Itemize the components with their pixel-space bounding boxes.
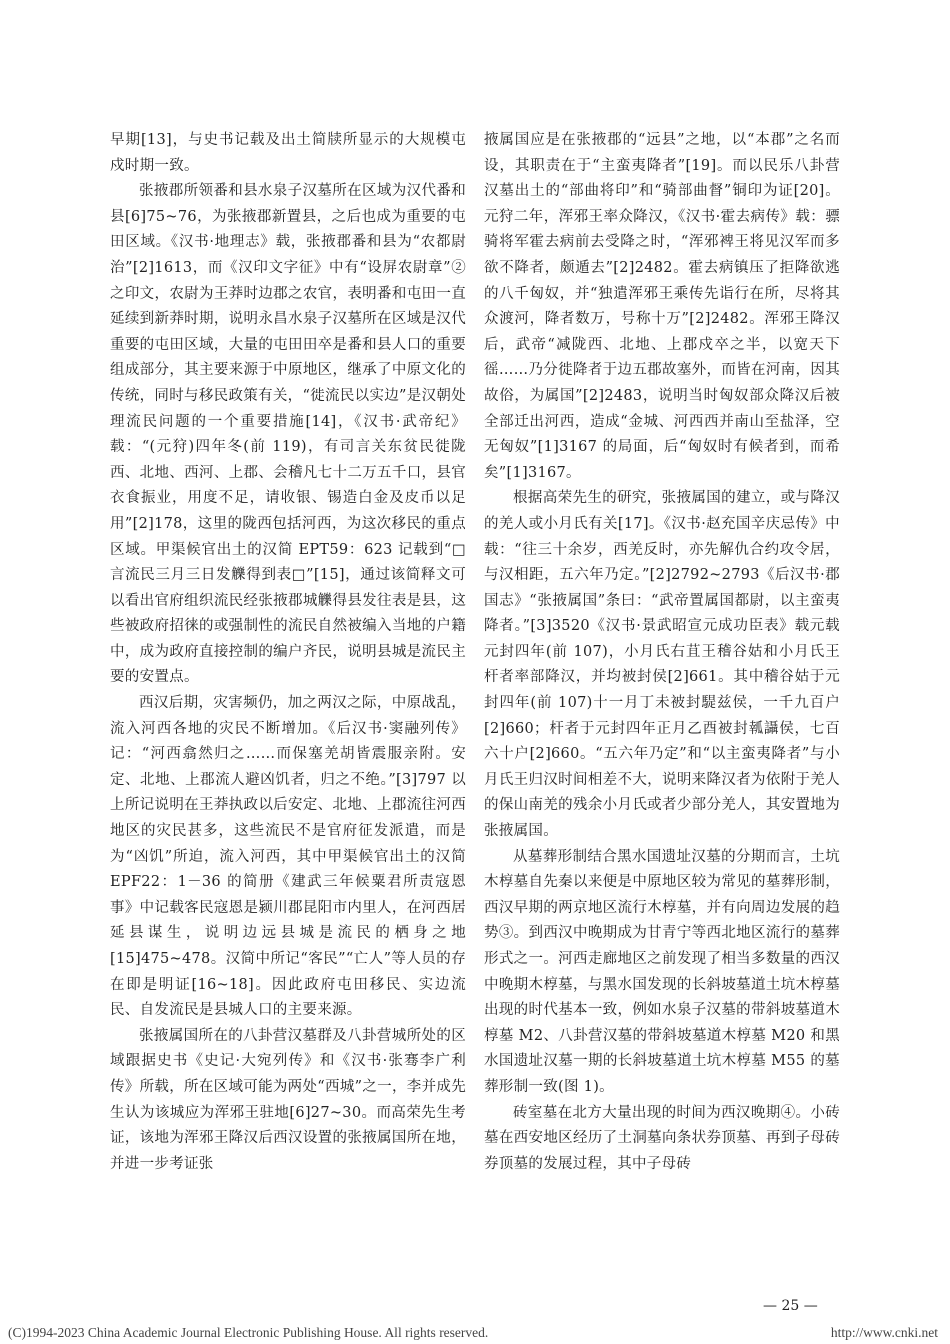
paragraph: 早期[13]，与史书记载及出土简牍所显示的大规模屯戍时期一致。 — [110, 132, 466, 174]
paragraph: 张掖属国所在的八卦营汉墓群及八卦营城所处的区域跟据史书《史记·大宛列传》和《汉书·张骞李广利传》所载，所在区域可能为两处“西城”之一，李并成先生认为该城应为浑邪王驻地[6]27~30。而高荣先生考证，该地为浑邪王降汉后西汉设置的张掖属国所在地，并进一步考证张 — [110, 1027, 466, 1172]
paragraph: 砖室墓在北方大量出现的时间为西汉晚期④。小砖墓在西安地区经历了土洞墓向条状券顶墓、再到子母砖券顶墓的发展过程，其中子母砖 — [484, 1104, 840, 1172]
paragraph: 从墓葬形制结合黑水国遗址汉墓的分期而言，土坑木椁墓自先秦以来便是中原地区较为常见的墓葬形制，西汉早期的两京地区流行木椁墓，并有向周边发展的趋势③。到西汉中晚期成为甘青宁等西北地区流行的墓葬形式之一。河西走廊地区之前发现了相当多数量的西汉中晚期木椁墓，与黑水国发现的长斜坡墓道土坑木椁墓出现的时代基本一致，例如水泉子汉墓的带斜坡墓道木椁墓 M2、八卦营汉墓的带斜坡墓道木椁墓 M20 和黑水国遗址汉墓一期的长斜坡墓道土坑木椁墓 M55 的墓葬形制一致(图 1)。 — [484, 848, 840, 1095]
copyright-text: (C)1994-2023 China Academic Journal Electronic Publishing House. All rights reserved. — [8, 1325, 489, 1340]
footer-url[interactable]: http://www.cnki.net — [830, 1325, 938, 1340]
right-column — [484, 128, 840, 1177]
paragraph: 张掖郡所领番和县水泉子汉墓所在区域为汉代番和县[6]75~76，为张掖郡新置县，之后也成为重要的屯田区域。《汉书·地理志》载，张掖郡番和县为“农都尉治”[2]1613，而《汉印文字征》中有“设屏农尉章”②之印文，农尉为王莽时边郡之农官，表明番和屯田一直延续到新莽时期，说明永昌水泉子汉墓所在区域是汉代重要的屯田区域，大量的屯田田卒是番和县人口的重要组成部分，其主要来源于中原地区，继承了中原文化的传统，同时与移民政策有关，“徙流民以实边”是汉朝处理流民问题的一个重要措施[14]，《汉书·武帝纪》载：“(元狩)四年冬(前 119)，有司言关东贫民徙陇西、北地、西河、上郡、会稽凡七十二万五千口，县官衣食振业，用度不足，请收银、锡造白金及皮币以足用”[2]178，这里的陇西包括河西，为这次移民的重点区域。甲渠候官出土的汉简 EPT59：623 记载到“□言流民三月三日发觻得到表□”[15]，通过该简释文可以看出官府组织流民经张掖郡城觻得县发往表是县，这些被政府招徕的或强制性的流民自然被编入当地的户籍中，成为政府直接控制的编户齐民，说明县城是流民主要的安置点。 — [110, 183, 466, 686]
left-column — [110, 128, 466, 1177]
paragraph: 根据高荣先生的研究，张掖属国的建立，或与降汉的羌人或小月氏有关[17]。《汉书·赵充国辛庆忌传》中载：“往三十余岁，西羌反时，亦先解仇合约攻令居，与汉相距，五六年乃定。”[2]2792~2793《后汉书·郡国志》“张掖属国”条曰：“武帝置属国都尉，以主蛮夷降者。”[3]3520《汉书·景武昭宣元成功臣表》载元载元封四年(前 107)，小月氏右苴王稽谷姑和小月氏王杆者率部降汉，并均被封侯[2]661。其中稽谷姑于元封四年(前 107)十一月丁未被封騠兹侯，一千九百户[2]660；杆者于元封四年正月乙酉被封瓡讘侯，七百六十户[2]660。“五六年乃定”和“以主蛮夷降者”与小月氏王归汉时间相差不大，说明来降汉者为依附于羌人的保山南羌的残余小月氏或者少部分羌人，其安置地为张掖属国。 — [484, 490, 840, 840]
paragraph: 西汉后期，灾害频仍，加之两汉之际，中原战乱，流入河西各地的灾民不断增加。《后汉书·窦融列传》记：“河西翕然归之……而保塞羌胡皆震服亲附。安定、北地、上郡流人避凶饥者，归之不绝。”[3]797 以上所记说明在王莽执政以后安定、北地、上郡流往河西地区的灾民甚多，这些流民不是官府征发派遣，而是为“凶饥”所迫，流入河西，其中甲渠候官出土的汉简 EPF22：1－36 的简册《建武三年候粟君所责寇恩事》中记载客民寇恩是颍川郡昆阳市内里人，在河西居延县谋生，说明边远县城是流民的栖身之地[15]475~478。汉简中所记“客民”“亡人”等人员的存在即是明证[16~18]。因此政府屯田移民、实边流民、自发流民是县城人口的主要来源。 — [110, 695, 466, 1019]
paragraph: 掖属国应是在张掖郡的“远县”之地，以“本郡”之名而设，其职责在于“主蛮夷降者”[19]。而以民乐八卦营汉墓出土的“部曲将印”和“骑部曲督”铜印为证[20]。元狩二年，浑邪王率众降汉，《汉书·霍去病传》载：骠骑将军霍去病前去受降之时，“浑邪裨王将见汉军而多欲不降者，颇遁去”[2]2482。霍去病镇压了拒降欲逃的八千匈奴，并“独遣浑邪王乘传先诣行在所，尽将其众渡河，降者数万，号称十万”[2]2482。浑邪王降汉后，武帝“减陇西、北地、上郡戍卒之半，以宽天下徭……乃分徙降者于边五郡故塞外，而皆在河南，因其故俗，为属国”[2]2483，说明当时匈奴部众降汉后被全部迁出河西，造成“金城、河西西并南山至盐泽，空无匈奴”[1]3167 的局面，后“匈奴时有候者到，而希矣”[1]3167。 — [484, 132, 840, 481]
footer — [8, 1325, 938, 1341]
page-number: — 25 — — [763, 1298, 818, 1314]
